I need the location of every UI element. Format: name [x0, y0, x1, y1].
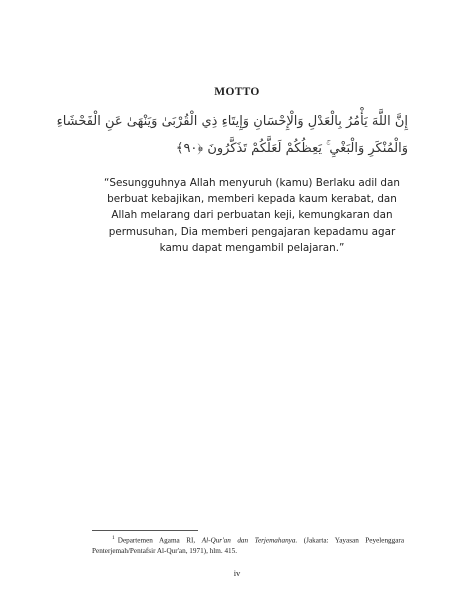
arabic-verse-line-1: إِنَّ اللَّهَ يَأْمُرُ بِالْعَدْلِ وَالْإِحْسَانِ وَإِيتَاءِ ذِي الْقُرْبَىٰ وَيَنْهَىٰ عَنِ الْفَحْشَاءِ — [56, 114, 408, 129]
footnote — [92, 533, 404, 556]
verse-translation: “Sesungguhnya Allah menyuruh (kamu) Berlaku adil dan berbuat kebajikan, memberi kepada kaum kerabat, dan Allah melarang dari perbuatan keji, kemungkaran dan permusuhan, Dia memberi pengajaran kepadamu agar kamu dapat mengambil pelajaran.” — [104, 177, 400, 254]
arabic-verse-line-2: وَالْمُنْكَرِ وَالْبَغْيِ ۚ يَعِظُكُمْ لَعَلَّكُمْ تَذَكَّرُونَ ﴿٩٠﴾ — [175, 141, 408, 156]
footnote-text-after: (Jakarta: Yayasan Peyelenggara Penterjemah/Pentafsir Al-Qur'an, 1971), hlm. 415. — [92, 536, 405, 555]
page-number: iv — [233, 568, 241, 578]
footnote-text-before: Departemen Agama RI, — [117, 536, 202, 545]
page-title: MOTTO — [214, 86, 260, 98]
footnote-divider — [92, 530, 198, 531]
footnote-number: 1 — [112, 535, 115, 541]
footnote-source-title: Al-Qur'an dan Terjemahanya. — [201, 536, 298, 545]
